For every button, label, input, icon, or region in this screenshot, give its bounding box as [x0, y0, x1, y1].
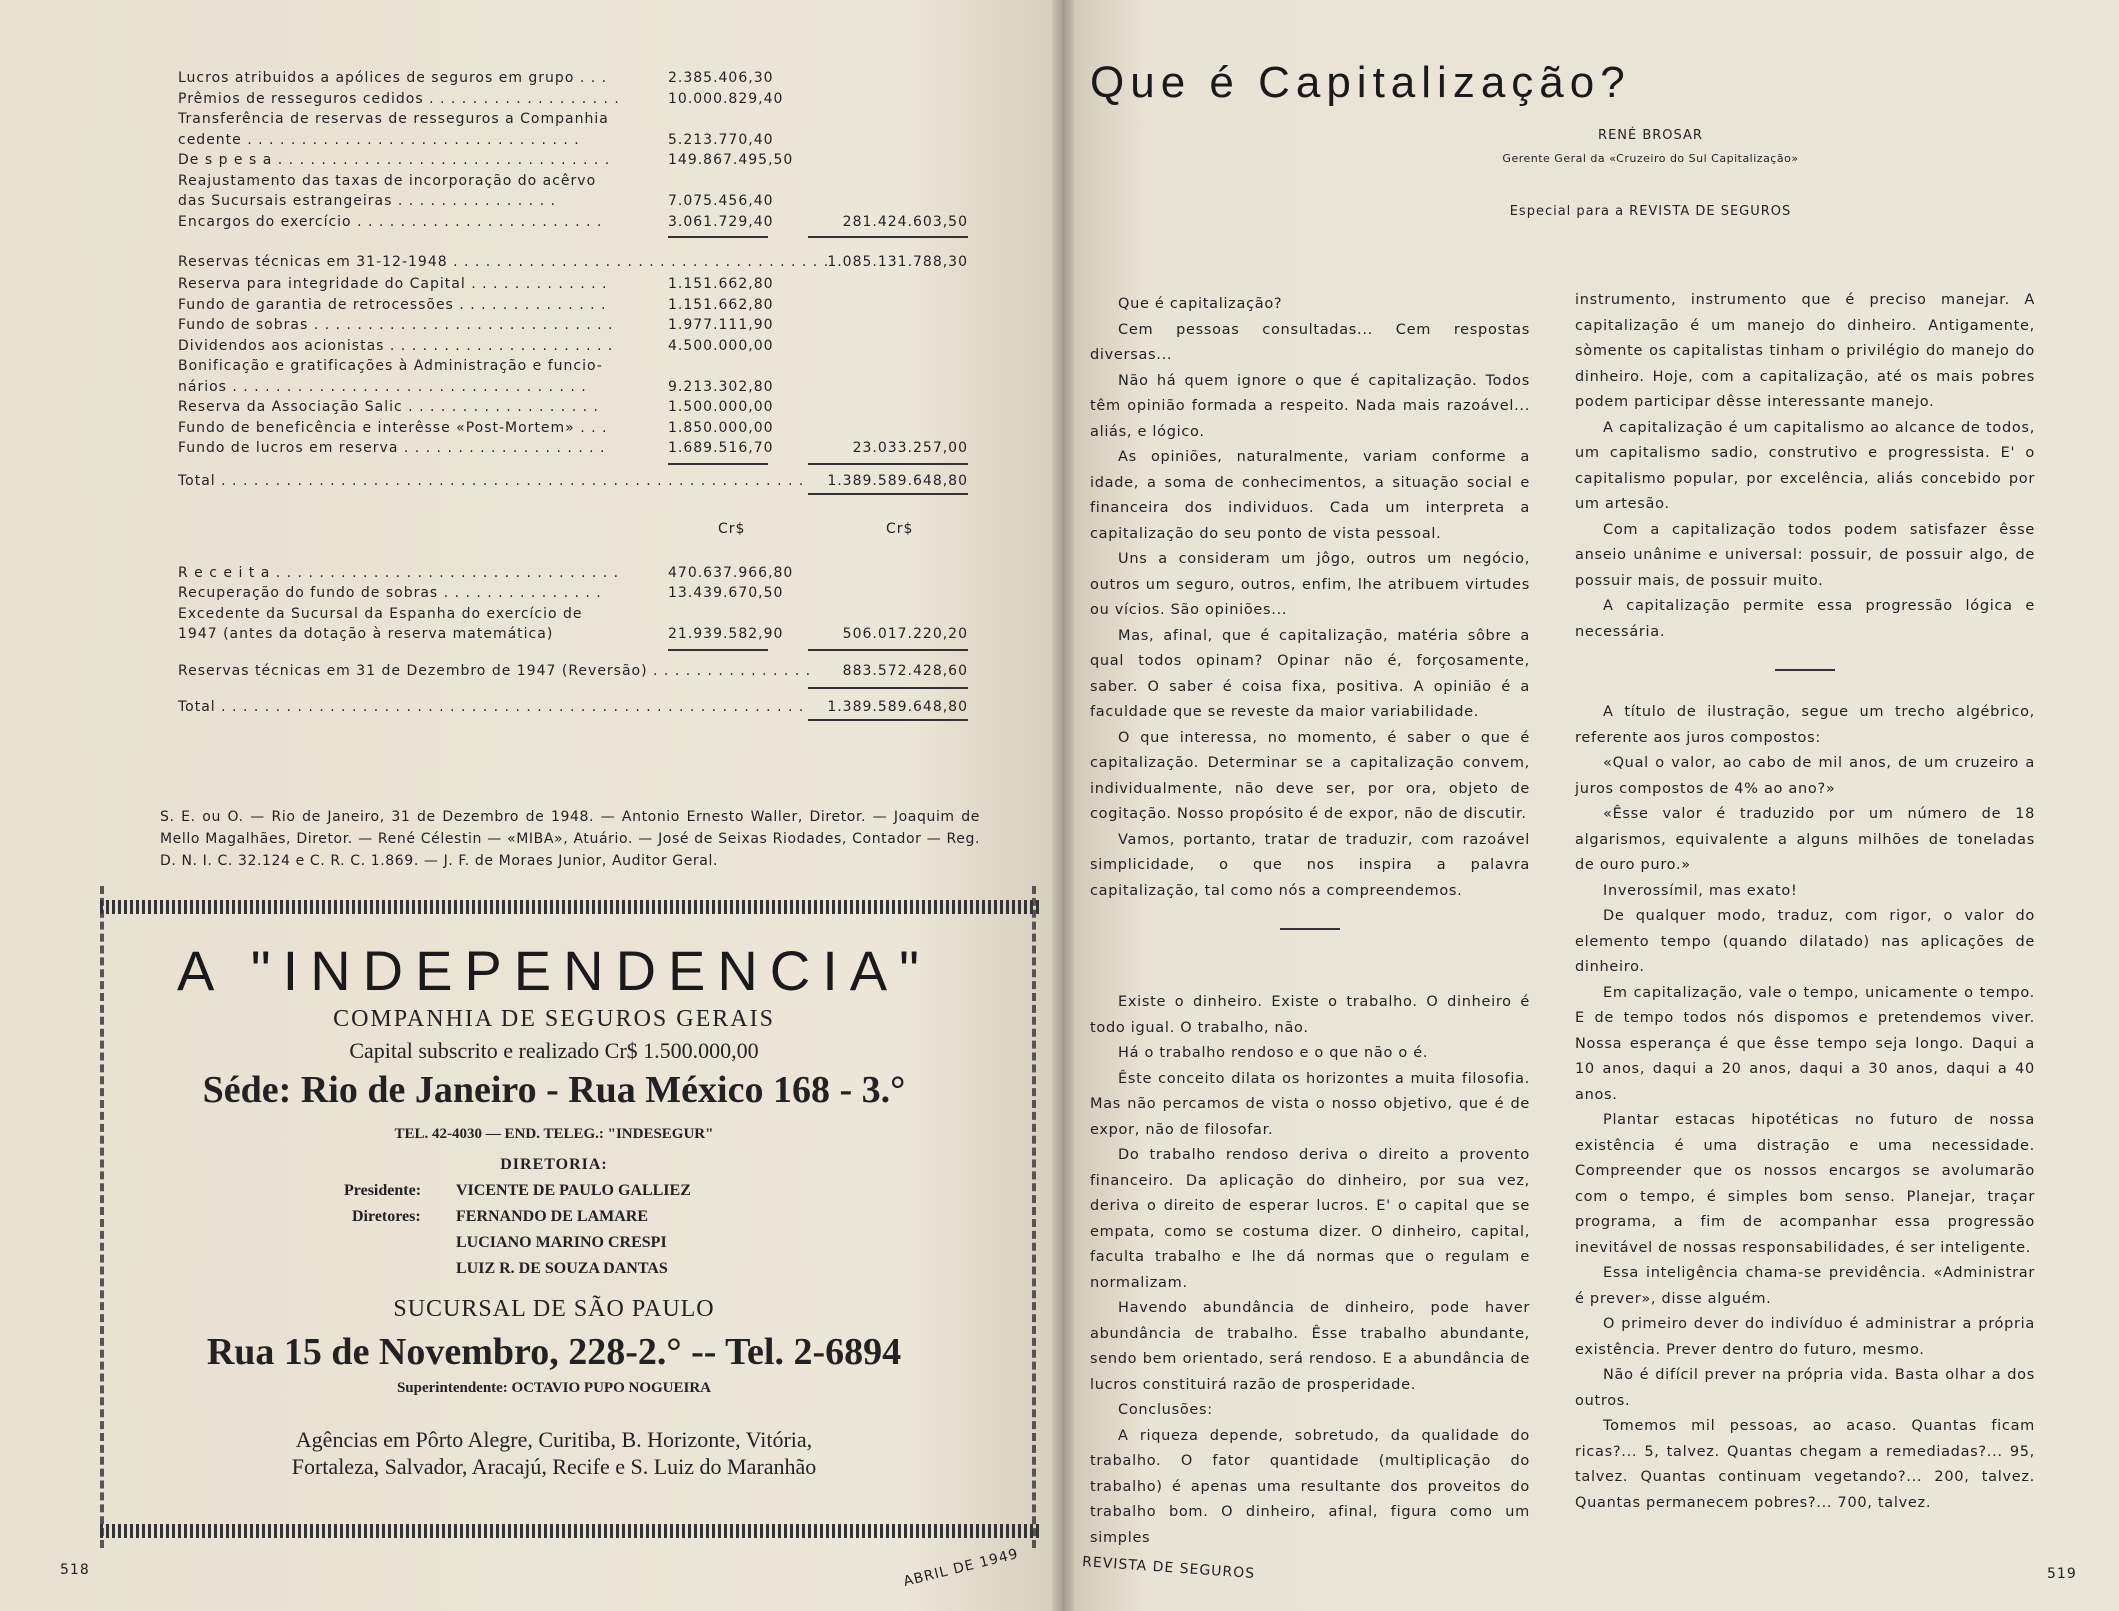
article-paragraph: Com a capitalização todos podem satisfazer êsse anseio unânime e universal: possuir, de possuir algo, de possuir mais, de possuir muito. — [1575, 521, 2035, 589]
statement-row — [178, 254, 978, 274]
row-amount: 13.439.670,50 — [668, 585, 784, 601]
statement-row — [178, 70, 978, 90]
ad-company-name: A "INDEPENDENCIA" — [176, 939, 932, 1002]
subtotal-rule — [808, 236, 968, 238]
row-amount: 7.075.456,40 — [668, 193, 774, 209]
row-label: Bonificação e gratificações à Administração e funcio- — [178, 358, 603, 374]
article-paragraph: Inverossímil, mas exato! — [1603, 882, 1798, 899]
row-label: Total . . . . . . . . . . . . . . . . . . . . . . . . . . . . . . . . . . . . . . . . . . . . . . . . . . . . . . — [178, 472, 805, 489]
row-amount: 21.939.582,90 — [668, 626, 784, 642]
statement-row — [178, 193, 978, 213]
article-paragraph: Conclusões: — [1118, 1402, 1213, 1418]
article-column-1-bottom — [1090, 990, 1530, 1551]
article-paragraph: Tomemos mil pessoas, ao acaso. Quantas ficam ricas?... 5, talvez. Quantas chegam a remediadas?... 95, talvez. Quantas continuam vegetando?... 200, talvez. Quantas permanecem pobres?... 700, talvez. — [1575, 1418, 2035, 1511]
statement-row — [178, 276, 978, 296]
statement-row — [178, 338, 978, 358]
statement-row — [178, 585, 978, 605]
article-paragraph: Há o trabalho rendoso e o que não o é. — [1118, 1045, 1429, 1061]
article-paragraph: Mas, afinal, que é capitalização, matéria sôbre a qual todos opinam? Opinar não é, forçosamente, saber. O saber é coisa fixa, positiva. A opinião é a faculdade que se reveste da maior variabilidade. — [1090, 627, 1530, 720]
total-row — [178, 699, 978, 719]
row-label: Fundo de sobras . . . . . . . . . . . . . . . . . . . . . . . . . . . . — [178, 317, 614, 333]
currency-label: Cr$ — [718, 520, 746, 537]
ad-border-bottom — [100, 1524, 1040, 1538]
ad-branch-address: Rua 15 de Novembro, 228-2.° -- Tel. 2-6894 — [206, 1331, 902, 1373]
row-label: Fundo de garantia de retrocessões . . . . . . . . . . . . . . — [178, 296, 607, 313]
ad-board-heading: DIRETORIA: — [500, 1156, 608, 1173]
row-label: Reajustamento das taxas de incorporação do acêrvo — [178, 172, 597, 189]
article-paragraph: As opiniões, naturalmente, variam conforme a idade, a soma de conhecimentos, a situação social e financeira dos individuos. Cada um interpreta a capitalização do seu ponto de vista pessoal. — [1090, 449, 1530, 542]
total-row — [178, 473, 978, 493]
statement-row — [178, 111, 978, 131]
page-number-left: 518 — [60, 1562, 90, 1578]
row-label: Fundo de lucros em reserva . . . . . . . . . . . . . . . . . . . — [178, 440, 606, 456]
row-label: cedente . . . . . . . . . . . . . . . . . . . . . . . . . . . . . . . — [178, 131, 580, 148]
subtotal-rule — [808, 649, 968, 651]
row-label: Reserva para integridade do Capital . . . . . . . . . . . . . — [178, 276, 608, 292]
ad-border-top — [100, 900, 1040, 914]
row-label: Transferência de reservas de resseguros a Companhia — [178, 111, 609, 127]
article-paragraph: Essa inteligência chama-se previdência. «Administrar é prever», disse alguém. — [1575, 1265, 2035, 1307]
ad-director-3: LUIZ R. DE SOUZA DANTAS — [456, 1260, 668, 1277]
article-author: RENÉ BROSAR — [1598, 128, 1703, 143]
article-paragraph: Em capitalização, vale o tempo, unicamente o tempo. E de tempo todos nós dispomos e pretendemos viver. Nossa esperança é que êsse tempo seja longo. Daqui a 10 anos, daqui a 20 anos, daqui a 30 anos, daqui a 40 anos. — [1575, 984, 2035, 1103]
row-amount: 9.213.302,80 — [668, 378, 774, 395]
ad-director-2: LUCIANO MARINO CRESPI — [456, 1234, 667, 1251]
article-paragraph: Vamos, portanto, tratar de traduzir, com razoável simplicidade, o que nos inspira a palavra capitalização, tal como nós a compreendemos. — [1090, 831, 1530, 899]
row-label: Total . . . . . . . . . . . . . . . . . . . . . . . . . . . . . . . . . . . . . . . . . . . . . . . . . . . . . . — [178, 698, 805, 715]
row-amount: 470.637.966,80 — [668, 564, 794, 581]
row-label: 1947 (antes da dotação à reserva matemática) — [178, 626, 554, 642]
statement-row — [178, 399, 978, 419]
statement-row — [178, 132, 978, 152]
statement-row — [178, 317, 978, 337]
row-label: nários . . . . . . . . . . . . . . . . . . . . . . . . . . . . . . . . . — [178, 378, 587, 395]
row-total-amount: 1.389.589.648,80 — [827, 698, 968, 715]
subtotal-rule — [668, 649, 768, 651]
statement-row — [178, 565, 978, 585]
article-column-2-top — [1575, 288, 2035, 705]
subtotal-rule — [668, 236, 768, 238]
ad-telephone: TEL. 42-4030 — END. TELEG.: "INDESEGUR" — [394, 1126, 714, 1142]
row-amount: 1.151.662,80 — [668, 276, 774, 292]
issue-date: ABRIL DE 1949 — [901, 1545, 1021, 1591]
article-paragraph: «Êsse valor é traduzido por um número de 18 algarismos, equivalente a alguns milhões de toneladas de ouro puro.» — [1575, 806, 2035, 873]
article-paragraph: O primeiro dever do indivíduo é administrar a própria existência. Prever dentro do futuro, mesmo. — [1575, 1316, 2035, 1358]
row-amount: 1.500.000,00 — [668, 399, 774, 415]
statement-row — [178, 358, 978, 378]
statement-row — [178, 152, 978, 172]
ad-headquarters: Séde: Rio de Janeiro - Rua México 168 - 3.° — [202, 1069, 906, 1111]
ad-superintendent: Superintendente: OCTAVIO PUPO NOGUEIRA — [396, 1380, 712, 1396]
article-paragraph: Havendo abundância de dinheiro, pode haver abundância de trabalho. Êsse trabalho abundante, sendo bem orientado, será rendoso. E a abundância de lucros constituirá razão de prosperidade. — [1090, 1300, 1530, 1393]
article-paragraph: Existe o dinheiro. Existe o trabalho. O dinheiro é todo igual. O trabalho, não. — [1090, 994, 1530, 1036]
ad-capital: Capital subscrito e realizado Cr$ 1.500.000,00 — [349, 1038, 759, 1063]
row-label: Excedente da Sucursal da Espanha do exercício de — [178, 605, 583, 622]
article-column-1-top — [1090, 292, 1530, 964]
article-paragraph: Êste conceito dilata os horizontes a muita filosofia. Mas não percamos de vista o nosso objetivo, que é de expor, não de filosofar. — [1090, 1070, 1530, 1138]
signature-block: S. E. ou O. — Rio de Janeiro, 31 de Dezembro de 1948. — Antonio Ernesto Waller, Diretor. — Joaquim de Mello Magalhães, Diretor. — René Célestin — «MIBA», Atuário. — José de Seixas Riodades, Contador — Reg. D. N. I. C. 32.124 e C. R. C. 1.869. — J. F. de Moraes Junior, Auditor Geral. — [160, 809, 980, 869]
row-amount: 3.061.729,40 — [668, 213, 774, 230]
article-paragraph: A capitalização permite essa progressão lógica e necessária. — [1575, 598, 2035, 640]
row-label: De s p e s a . . . . . . . . . . . . . . . . . . . . . . . . . . . . . . . — [178, 152, 611, 168]
ad-subtitle: COMPANHIA DE SEGUROS GERAIS — [333, 1006, 775, 1032]
row-label: R e c e i t a . . . . . . . . . . . . . . . . . . . . . . . . . . . . . . . . — [178, 564, 620, 581]
article-paragraph: instrumento, instrumento que é preciso manejar. A capitalização é um manejo do dinheiro. Antigamente, sòmente os capitalistas tinham o privilégio do manejo do dinheiro. Hoje, com a capitalização, até os mais pobres podem participar dêsse interessante manejo. — [1575, 292, 2035, 410]
row-label: Reservas técnicas em 31 de Dezembro de 1947 (Reversão) . . . . . . . . . . . . . . . — [178, 662, 812, 679]
article-paragraph: Não há quem ignore o que é capitalização. Todos têm opinião formada a respeito. Nada mais razoável... aliás, e lógico. — [1090, 372, 1530, 440]
currency-label: Cr$ — [886, 520, 914, 537]
article-paragraph: Plantar estacas hipotéticas no futuro de nossa existência é uma distração e uma necessidade. Compreender que os nossos encargos se avolumarão com o tempo, é simples bom senso. Planejar, traçar programa, a fim de acompanhar essa progressão inevitável de nossas responsabilidades, é ser inteligente. — [1575, 1112, 2035, 1256]
row-label: Prêmios de resseguros cedidos . . . . . . . . . . . . . . . . . . — [178, 90, 620, 107]
row-amount: 1.977.111,90 — [668, 317, 774, 333]
row-amount: 1.151.662,80 — [668, 296, 774, 313]
total-rule — [808, 719, 968, 721]
article-column-2-bottom — [1575, 700, 2035, 1516]
row-label: Recuperação do fundo de sobras . . . . . . . . . . . . . . . — [178, 585, 602, 601]
ad-agencies — [104, 1426, 1004, 1480]
ad-agencies-line-2: Fortaleza, Salvador, Aracajú, Recife e S. Luiz do Maranhão — [291, 1454, 817, 1479]
row-label: Lucros atribuidos a apólices de seguros em grupo . . . — [178, 70, 608, 86]
row-amount: 5.213.770,40 — [668, 131, 774, 148]
journal-name: REVISTA DE SEGUROS — [1081, 1553, 1256, 1583]
row-amount: 1.689.516,70 — [668, 440, 774, 456]
row-total-amount: 281.424.603,50 — [842, 213, 968, 230]
row-total-amount: 883.572.428,60 — [842, 662, 968, 679]
article-paragraph: Cem pessoas consultadas... Cem respostas diversas... — [1090, 321, 1530, 363]
ad-branch-heading: SUCURSAL DE SÃO PAULO — [393, 1296, 715, 1322]
currency-header — [178, 521, 978, 541]
statement-row — [178, 606, 978, 626]
row-amount: 2.385.406,30 — [668, 70, 774, 86]
row-label: Reservas técnicas em 31-12-1948 . . . . . . . . . . . . . . . . . . . . . . . . . . . . . . . . . . . — [178, 254, 830, 270]
row-total-amount: 23.033.257,00 — [852, 440, 968, 456]
page-number-right: 519 — [2047, 1566, 2077, 1582]
subtotal-rule — [808, 687, 968, 689]
statement-row — [178, 91, 978, 111]
row-amount: 10.000.829,40 — [668, 90, 784, 107]
statement-row — [178, 297, 978, 317]
statement-row — [178, 173, 978, 193]
article-title: Que é Capitalização? — [1090, 58, 1631, 107]
article-paragraph: O que interessa, no momento, é saber o que é capitalização. Determinar se a capitalização convem, individualmente, não deve ser, por ora, objeto de cogitação. Nosso propósito é de expor, não de discutir. — [1090, 729, 1530, 822]
row-total-amount: 506.017.220,20 — [842, 626, 968, 642]
ad-director-1: FERNANDO DE LAMARE — [456, 1208, 648, 1225]
row-amount: 1.850.000,00 — [668, 419, 774, 436]
article-paragraph: De qualquer modo, traduz, com rigor, o valor do elemento tempo (quando dilatado) nas aplicações de dinheiro. — [1575, 908, 2035, 975]
ad-directors-label: Diretores: — [352, 1208, 421, 1225]
section-separator — [1775, 669, 1835, 671]
article-paragraph: Uns a consideram um jôgo, outros um negócio, outros um seguro, outros, enfim, lhe atribuem virtudes ou vícios. São opiniões... — [1090, 551, 1530, 618]
ad-president-name: VICENTE DE PAULO GALLIEZ — [456, 1182, 691, 1199]
row-label: Encargos do exercício . . . . . . . . . . . . . . . . . . . . . . . — [178, 213, 603, 230]
subtotal-rule — [668, 463, 768, 465]
row-total-amount: 1.085.131.788,30 — [827, 254, 968, 270]
statement-row — [178, 440, 978, 460]
article-paragraph: Que é capitalização? — [1118, 296, 1283, 312]
article-paragraph: A título de ilustração, segue um trecho algébrico, referente aos juros compostos: — [1575, 704, 2035, 746]
article-paragraph: Do trabalho rendoso deriva o direito a provento financeiro. Da aplicação do dinheiro, por sua vez, deriva o direito de esperar lucros. E' o capital que se empata, como se costuma dizer. O dinheiro, capital, faculta trabalho e lhe dá normas que o regulam e normalizam. — [1090, 1147, 1530, 1291]
statement-row — [178, 379, 978, 399]
row-label: das Sucursais estrangeiras . . . . . . . . . . . . . . . — [178, 193, 556, 209]
ad-agencies-line-1: Agências em Pôrto Alegre, Curitiba, B. Horizonte, Vitória, — [295, 1427, 813, 1452]
row-amount: 4.500.000,00 — [668, 337, 774, 354]
ad-president-label: Presidente: — [344, 1182, 422, 1199]
statement-row — [178, 420, 978, 440]
total-rule — [808, 493, 968, 495]
row-total-amount: 1.389.589.648,80 — [827, 472, 968, 489]
article-paragraph: A capitalização é um capitalismo ao alcance de todos, um capitalismo sadio, construtivo e progressista. E' o capitalismo popular, por excelência, aliás concebido por um artesão. — [1575, 419, 2035, 512]
section-separator — [1280, 928, 1340, 930]
article-paragraph: Não é difícil prever na própria vida. Basta olhar a dos outros. — [1575, 1367, 2035, 1409]
statement-row — [178, 663, 978, 683]
row-label: Fundo de beneficência e interêsse «Post-Mortem» . . . — [178, 419, 608, 436]
article-paragraph: A riqueza depende, sobretudo, da qualidade do trabalho. O fator quantidade (multiplicação do trabalho) é apenas uma resultante dos proveitos do trabalho bom. O dinheiro, afinal, figura como um simples — [1090, 1427, 1530, 1546]
row-label: Reserva da Associação Salic . . . . . . . . . . . . . . . . . . — [178, 399, 599, 415]
statement-row — [178, 626, 978, 646]
article-special-note: Especial para a REVISTA DE SEGUROS — [1509, 204, 1792, 219]
row-amount: 149.867.495,50 — [668, 152, 794, 168]
article-paragraph: «Qual o valor, ao cabo de mil anos, de um cruzeiro a juros compostos de 4% ao ano?» — [1575, 755, 2035, 797]
author-role: Gerente Geral da «Cruzeiro do Sul Capitalização» — [1502, 152, 1799, 165]
right-page — [1062, 0, 2119, 1611]
statement-row — [178, 214, 978, 234]
book-gutter — [1052, 0, 1074, 1611]
subtotal-rule — [808, 463, 968, 465]
advertisement — [100, 886, 1036, 1548]
row-label: Dividendos aos acionistas . . . . . . . . . . . . . . . . . . . . . — [178, 337, 614, 354]
